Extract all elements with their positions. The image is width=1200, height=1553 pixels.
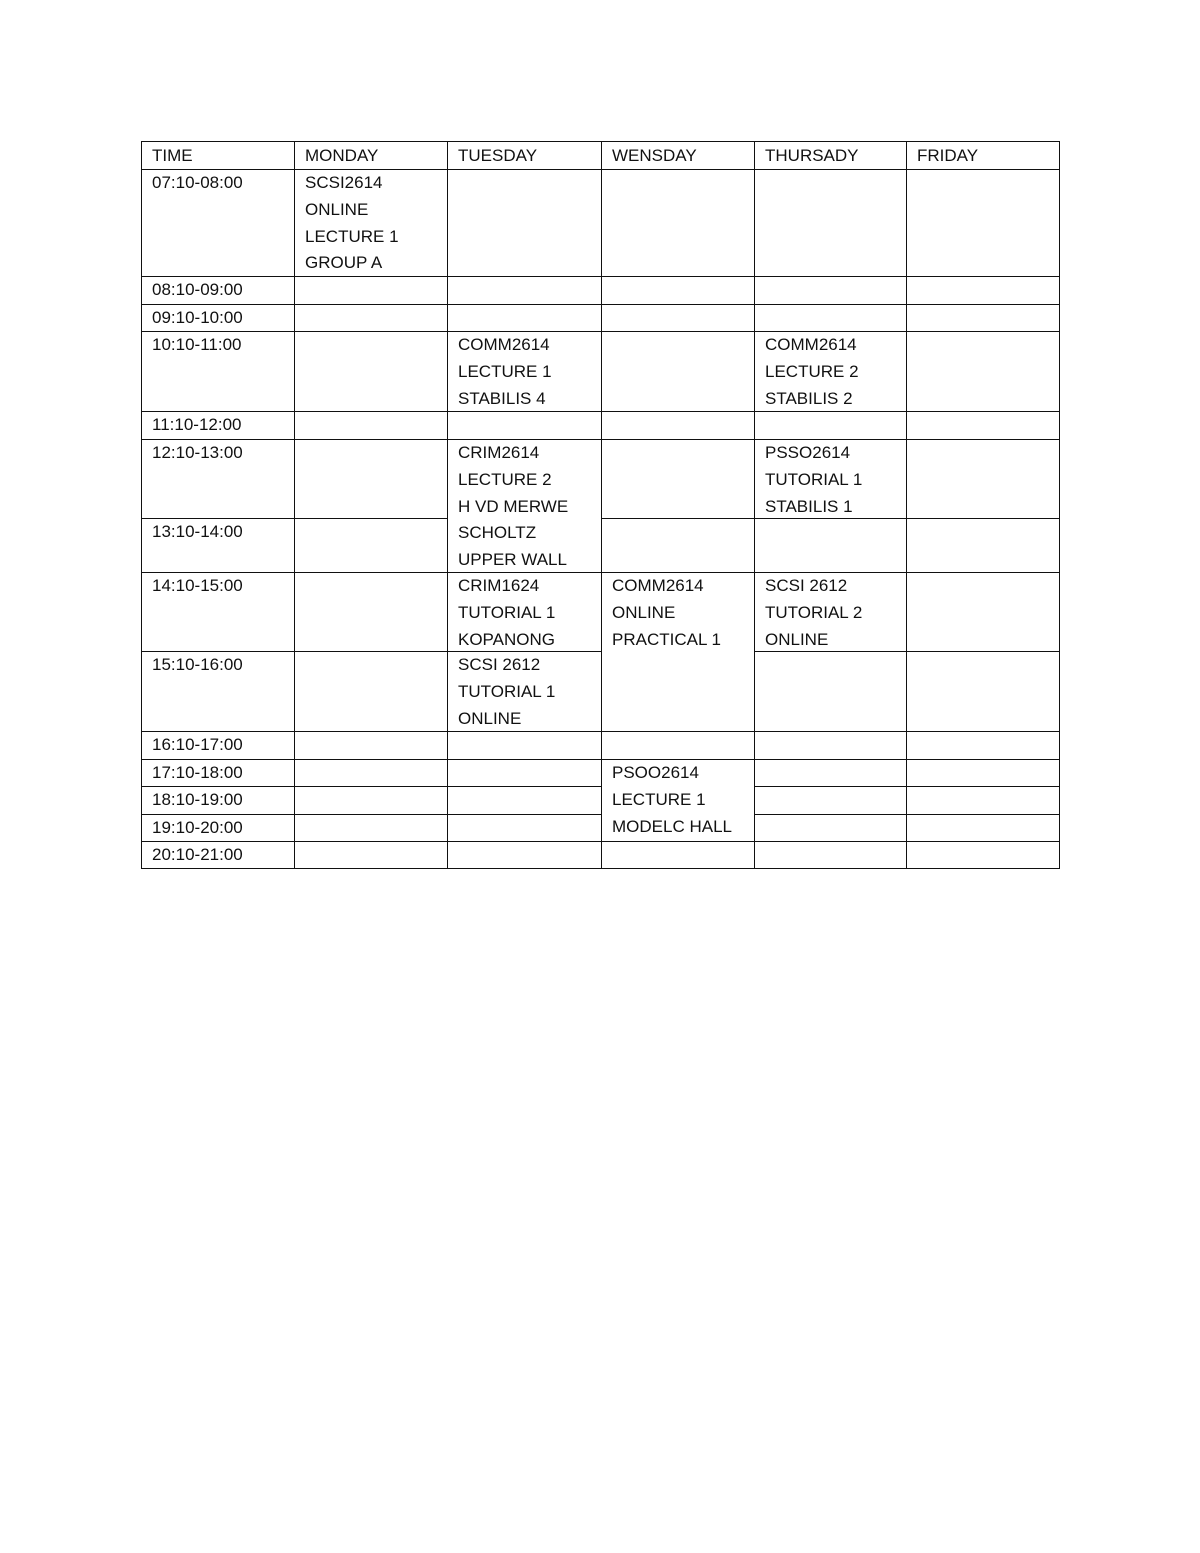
class-entry-line: COMM2614 [765,335,857,354]
class-entry-line: SCSI 2612 [765,576,848,595]
grid-hline [294,841,448,842]
grid-hline [754,868,907,869]
grid-hline [294,439,448,440]
grid-hline [906,411,1060,412]
time-slot-label: 19:10-20:00 [152,818,243,837]
class-entry-line: ONLINE [765,629,829,649]
grid-hline [294,651,448,652]
grid-hline [447,304,602,305]
class-entry-line: TUTORIAL 1 [458,602,556,622]
class-entry-line: STABILIS 4 [458,388,546,408]
class-entry-line: SCSI2614 [305,173,383,192]
grid-hline [754,759,907,760]
class-entry-line: GROUP A [305,253,383,273]
grid-hline [906,759,1060,760]
grid-hline [294,304,448,305]
class-entry-line: MODELC HALL [612,816,732,836]
grid-hline [906,439,1060,440]
grid-hline [754,276,907,277]
time-slot-label: 15:10-16:00 [152,655,243,674]
class-entry-line: STABILIS 1 [765,496,853,516]
grid-hline [906,868,1060,869]
time-slot-label: 12:10-13:00 [152,443,243,462]
time-slot-label: 11:10-12:00 [152,415,242,434]
header-cell: MONDAY [305,146,379,165]
class-entry-line: ONLINE [305,199,369,219]
class-entry-line: ONLINE [612,602,676,622]
grid-hline [447,786,602,787]
class-entry-line: LECTURE 1 [305,226,399,246]
grid-hline [601,304,755,305]
grid-hline [601,841,755,842]
class-entry-line: UPPER WALL [458,550,567,570]
class-entry-line: SCSI 2612 [458,655,541,674]
class-entry-line: LECTURE 2 [765,361,859,381]
grid-hline [294,731,448,732]
class-entry-line: LECTURE 1 [458,361,552,381]
grid-hline [754,814,907,815]
time-slot-label: 13:10-14:00 [152,522,243,541]
grid-hline [447,759,602,760]
grid-hline [294,868,448,869]
grid-hline [906,841,1060,842]
grid-hline [294,331,448,332]
grid-hline [294,814,448,815]
grid-hline [906,572,1060,573]
grid-hline [906,786,1060,787]
class-entry-line: COMM2614 [458,335,550,354]
grid-hline [601,439,755,440]
class-entry-line: STABILIS 2 [765,388,853,408]
grid-hline [601,411,755,412]
grid-hline [601,331,755,332]
time-slot-label: 14:10-15:00 [152,576,243,595]
grid-hline [601,731,755,732]
class-entry-line: TUTORIAL 1 [765,469,863,489]
timetable [141,141,1059,869]
grid-hline [906,731,1060,732]
class-entry-line: TUTORIAL 1 [458,681,556,701]
grid-hline [601,868,755,869]
time-slot-label: 18:10-19:00 [152,790,243,809]
time-slot-label: 10:10-11:00 [152,335,242,354]
class-entry-line: TUTORIAL 2 [765,602,863,622]
grid-hline [447,276,602,277]
grid-hline [294,411,448,412]
header-cell: TUESDAY [458,146,538,165]
grid-hline [754,841,907,842]
time-slot-label: 16:10-17:00 [152,735,243,754]
grid-hline [754,731,907,732]
grid-hline [601,276,755,277]
time-slot-label: 08:10-09:00 [152,280,243,299]
grid-hline [906,304,1060,305]
class-entry-line: CRIM1624 [458,576,540,595]
class-entry-line: SCHOLTZ [458,523,537,543]
class-entry-line: CRIM2614 [458,443,540,462]
grid-hline [447,814,602,815]
grid-hline [601,518,755,519]
grid-hline [294,518,448,519]
class-entry-line: LECTURE 1 [612,789,706,809]
grid-hline [906,518,1060,519]
time-slot-label: 17:10-18:00 [152,763,243,782]
grid-hline [754,304,907,305]
class-entry-line: PRACTICAL 1 [612,629,721,649]
grid-hline [294,572,448,573]
grid-hline [447,868,602,869]
header-cell: THURSADY [765,146,859,165]
grid-hline [141,141,1059,142]
grid-hline [906,651,1060,652]
grid-hline [447,841,602,842]
header-cell: TIME [152,146,193,165]
time-slot-label: 20:10-21:00 [152,845,243,864]
class-entry-line: LECTURE 2 [458,469,552,489]
class-entry-line: KOPANONG [458,629,555,649]
time-slot-label: 07:10-08:00 [152,173,243,192]
class-entry-line: H VD MERWE [458,496,569,516]
class-entry-line: COMM2614 [612,576,704,595]
class-entry-line: PSOO2614 [612,763,699,782]
grid-hline [906,814,1060,815]
time-slot-label: 09:10-10:00 [152,308,243,327]
grid-hline [754,786,907,787]
header-cell: WENSDAY [612,146,697,165]
class-entry-line: ONLINE [458,708,522,728]
grid-hline [906,276,1060,277]
grid-hline [294,786,448,787]
grid-hline [906,331,1060,332]
grid-hline [294,759,448,760]
header-cell: FRIDAY [917,146,979,165]
class-entry-line: PSSO2614 [765,443,851,462]
